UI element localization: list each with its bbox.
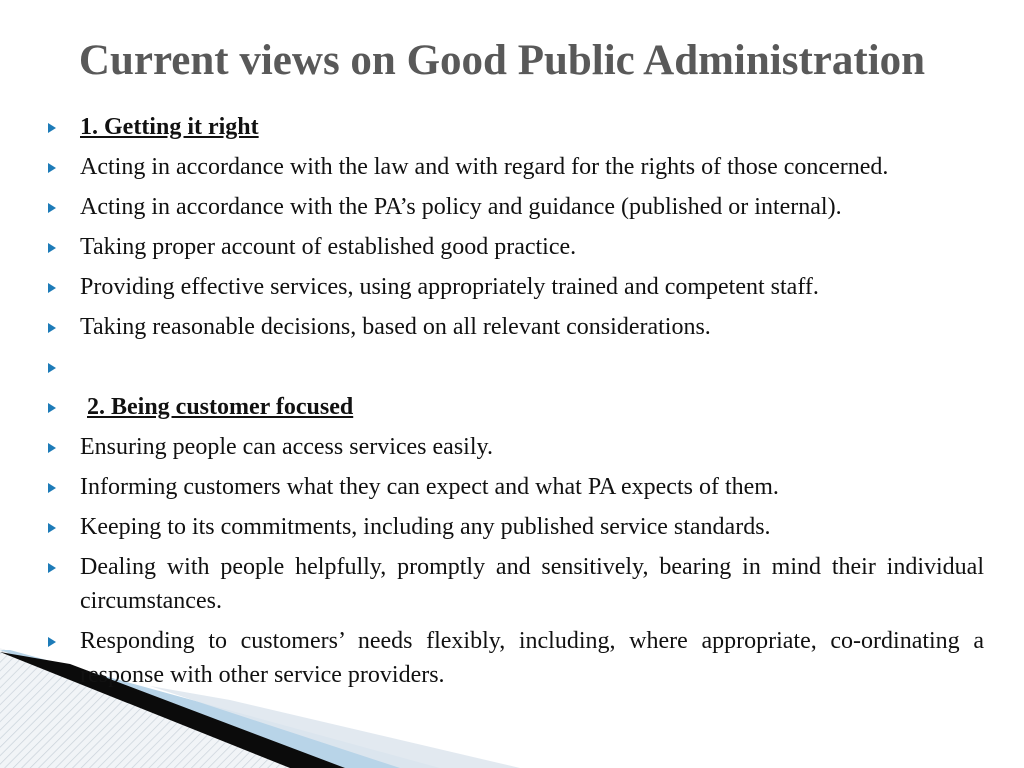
bullet-arrow-icon	[48, 443, 56, 453]
bullet-text: Ensuring people can access services easily.	[80, 434, 493, 460]
bullet-arrow-icon	[48, 283, 56, 293]
bullet-arrow-icon	[48, 403, 56, 413]
bullet-arrow-icon	[48, 563, 56, 573]
bullet-item	[48, 230, 984, 264]
bullet-item	[48, 470, 984, 504]
bullet-item	[48, 550, 984, 618]
bullet-item	[48, 270, 984, 304]
bullet-item-empty	[48, 350, 984, 384]
bullet-text: Keeping to its commitments, including any published service standards.	[80, 514, 771, 540]
bullet-list	[48, 110, 984, 698]
bullet-item	[48, 430, 984, 464]
bullet-arrow-icon	[48, 363, 56, 373]
bullet-text: Taking proper account of established good practice.	[80, 234, 577, 260]
bullet-text: Providing effective services, using appropriately trained and competent staff.	[80, 274, 819, 300]
bullet-text: Taking reasonable decisions, based on all relevant considerations.	[80, 314, 711, 340]
bullet-text: Acting in accordance with the PA’s policy and guidance (published or internal).	[80, 194, 842, 220]
bullet-arrow-icon	[48, 123, 56, 133]
bullet-item	[48, 190, 984, 224]
bullet-text: Responding to customers’ needs flexibly, including, where appropriate, co-ordinating a response with other service providers.	[80, 628, 984, 688]
bullet-item	[48, 510, 984, 544]
bullet-text: Acting in accordance with the law and with regard for the rights of those concerned.	[80, 154, 889, 180]
bullet-item	[48, 310, 984, 344]
slide-title: Current views on Good Public Administration	[78, 37, 926, 84]
bullet-item	[48, 150, 984, 184]
bullet-item-customer-focused-heading	[48, 390, 984, 424]
section-heading: 1. Getting it right	[80, 114, 259, 140]
bullet-arrow-icon	[48, 163, 56, 173]
section-heading: 2. Being customer focused	[87, 394, 354, 420]
bullet-arrow-icon	[48, 483, 56, 493]
bullet-arrow-icon	[48, 243, 56, 253]
bullet-arrow-icon	[48, 523, 56, 533]
bullet-arrow-icon	[48, 637, 56, 647]
bullet-text: Dealing with people helpfully, promptly and sensitively, bearing in mind their individual circumstances.	[80, 554, 984, 614]
bullet-arrow-icon	[48, 203, 56, 213]
bullet-item	[48, 624, 984, 692]
bullet-text: Informing customers what they can expect and what PA expects of them.	[80, 474, 779, 500]
bullet-item-getting-it-right-heading	[48, 110, 984, 144]
bullet-arrow-icon	[48, 323, 56, 333]
